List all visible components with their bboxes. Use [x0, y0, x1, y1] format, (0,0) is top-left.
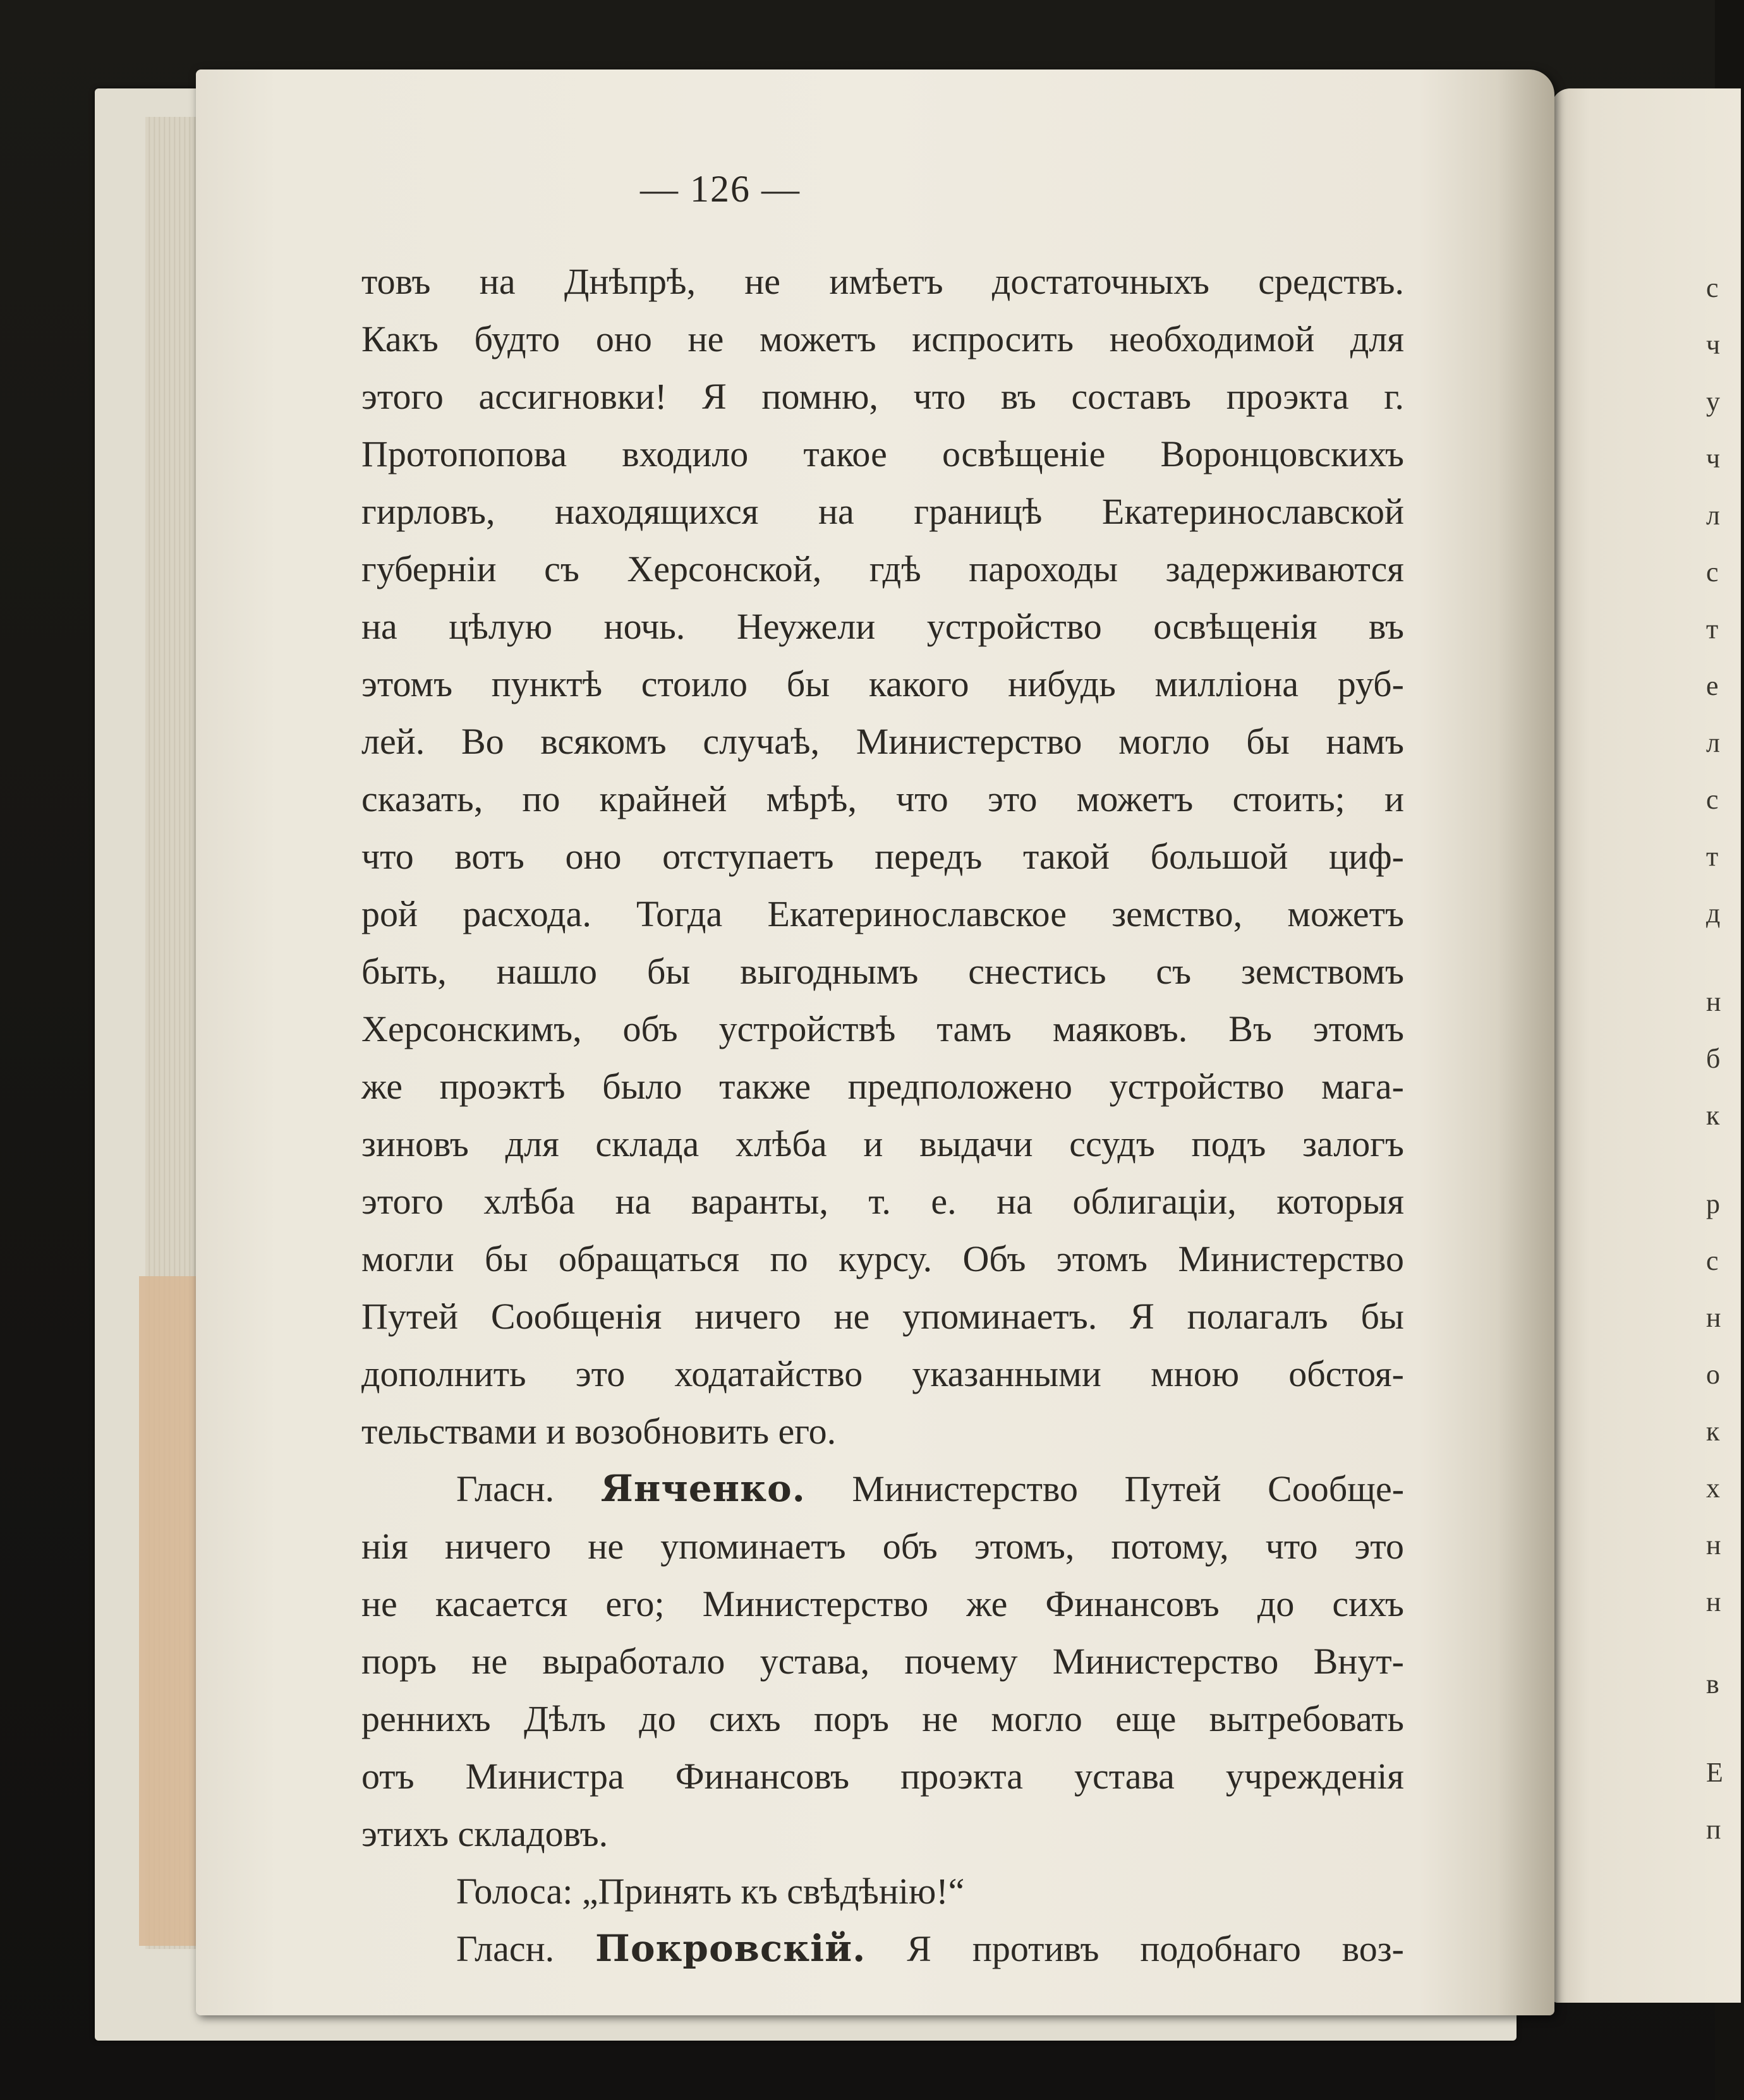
facing-page-letter: н — [1706, 1302, 1721, 1333]
text-line: этомъ пунктѣ стоило бы какого нибудь милліона руб- — [361, 663, 1404, 704]
text-line: зиновъ для склада хлѣба и выдачи ссудъ подъ залогъ — [361, 1123, 1404, 1164]
text-line: не касается его; Министерство же Финансовъ до сихъ — [361, 1583, 1404, 1624]
text-line: дополнить это ходатайство указанными мною обстоя- — [361, 1353, 1404, 1394]
text-line: гирловъ, находящихся на границѣ Екатеринославской — [361, 491, 1404, 532]
speaker-text: Министерство Путей Сообще- — [805, 1468, 1405, 1509]
text-line: поръ не выработало устава, почему Министерство Внут- — [361, 1641, 1404, 1682]
text-line: этихъ складовъ. — [361, 1813, 609, 1854]
facing-page-letter: с — [1706, 557, 1719, 588]
facing-page-letter: с — [1706, 272, 1719, 303]
text-line: реннихъ Дѣлъ до сихъ поръ не могло еще вытребовать — [361, 1698, 1404, 1739]
text-line: Голоса: „Принять къ свѣдѣнію!“ — [456, 1871, 965, 1912]
text-line: на цѣлую ночь. Неужели устройство освѣщенія въ — [361, 606, 1404, 647]
facing-page-letter: т — [1706, 613, 1719, 644]
facing-page-letter: в — [1706, 1669, 1719, 1699]
text-line: Путей Сообщенія ничего не упоминаетъ. Я полагалъ бы — [361, 1296, 1404, 1337]
facing-page-letter: о — [1706, 1359, 1720, 1390]
page-text — [361, 253, 1404, 1977]
facing-page-letter: т — [1706, 841, 1719, 872]
text-line: отъ Министра Финансовъ проэкта устава учрежденія — [361, 1756, 1404, 1797]
text-line: Херсонскимъ, объ устройствѣ тамъ маяковъ. Въ этомъ — [361, 1008, 1404, 1049]
text-line: этого ассигновки! Я помню, что въ составъ проэкта г. — [361, 376, 1404, 417]
text-line: нія ничего не упоминаетъ объ этомъ, потому, что это — [361, 1526, 1404, 1567]
facing-page-letter: е — [1706, 670, 1719, 701]
facing-page-letter: с — [1706, 1245, 1719, 1276]
facing-page-letter: н — [1706, 1586, 1721, 1617]
facing-page-letter: ч — [1706, 329, 1721, 360]
facing-page-letter: л — [1706, 500, 1720, 531]
text-line: рой расхода. Тогда Екатеринославское земство, можетъ — [361, 893, 1404, 934]
text-line: губерніи съ Херсонской, гдѣ пароходы задерживаются — [361, 548, 1404, 589]
facing-page-letter: д — [1706, 898, 1721, 929]
speaker-prefix: Гласн. — [456, 1928, 596, 1969]
text-line: могли бы обращаться по курсу. Объ этомъ Министерство — [361, 1238, 1404, 1279]
text-line: тельствами и возобновить его. — [361, 1411, 837, 1452]
facing-page — [1551, 88, 1741, 2003]
facing-page-letter: б — [1706, 1043, 1721, 1074]
facing-page-letter: л — [1706, 727, 1720, 758]
text-line: же проэктѣ было также предположено устройство мага- — [361, 1066, 1404, 1107]
facing-page-letter: н — [1706, 986, 1721, 1017]
facing-page-letter: к — [1706, 1416, 1720, 1447]
facing-page-letter: х — [1706, 1473, 1720, 1504]
text-line: сказать, по крайней мѣрѣ, что это можетъ стоить; и — [361, 778, 1404, 819]
facing-page-letter: н — [1706, 1530, 1721, 1560]
page-number: — 126 — — [640, 168, 801, 210]
text-line: этого хлѣба на варанты, т. е. на облигаціи, которыя — [361, 1181, 1404, 1222]
speaker-line — [361, 1460, 1404, 1518]
speaker-name: Покровскій. — [595, 1927, 866, 1970]
facing-page-letter: к — [1706, 1100, 1720, 1131]
facing-page-letter: Е — [1706, 1757, 1723, 1788]
speaker-name: Янченко. — [600, 1467, 806, 1510]
text-line: товъ на Днѣпрѣ, не имѣетъ достаточныхъ средствъ. — [361, 261, 1404, 302]
speaker-text: Я противъ подобнаго воз- — [866, 1928, 1404, 1969]
facing-page-letter: у — [1706, 386, 1720, 417]
text-line: что вотъ оно отступаетъ передъ такой большой циф- — [361, 836, 1404, 877]
facing-page-letter: с — [1706, 784, 1719, 815]
text-line: лей. Во всякомъ случаѣ, Министерство могло бы намъ — [361, 721, 1404, 762]
facing-page-letter: ч — [1706, 443, 1721, 474]
speaker-prefix: Гласн. — [456, 1468, 601, 1509]
facing-page-letter: п — [1706, 1814, 1721, 1845]
text-line: Какъ будто оно не можетъ испросить необходимой для — [361, 318, 1404, 359]
text-line: Протопопова входило такое освѣщеніе Воронцовскихъ — [361, 433, 1404, 474]
speaker-line — [361, 1920, 1404, 1977]
text-line: быть, нашло бы выгоднымъ снестись съ земствомъ — [361, 951, 1404, 992]
facing-page-letter: р — [1706, 1188, 1720, 1219]
